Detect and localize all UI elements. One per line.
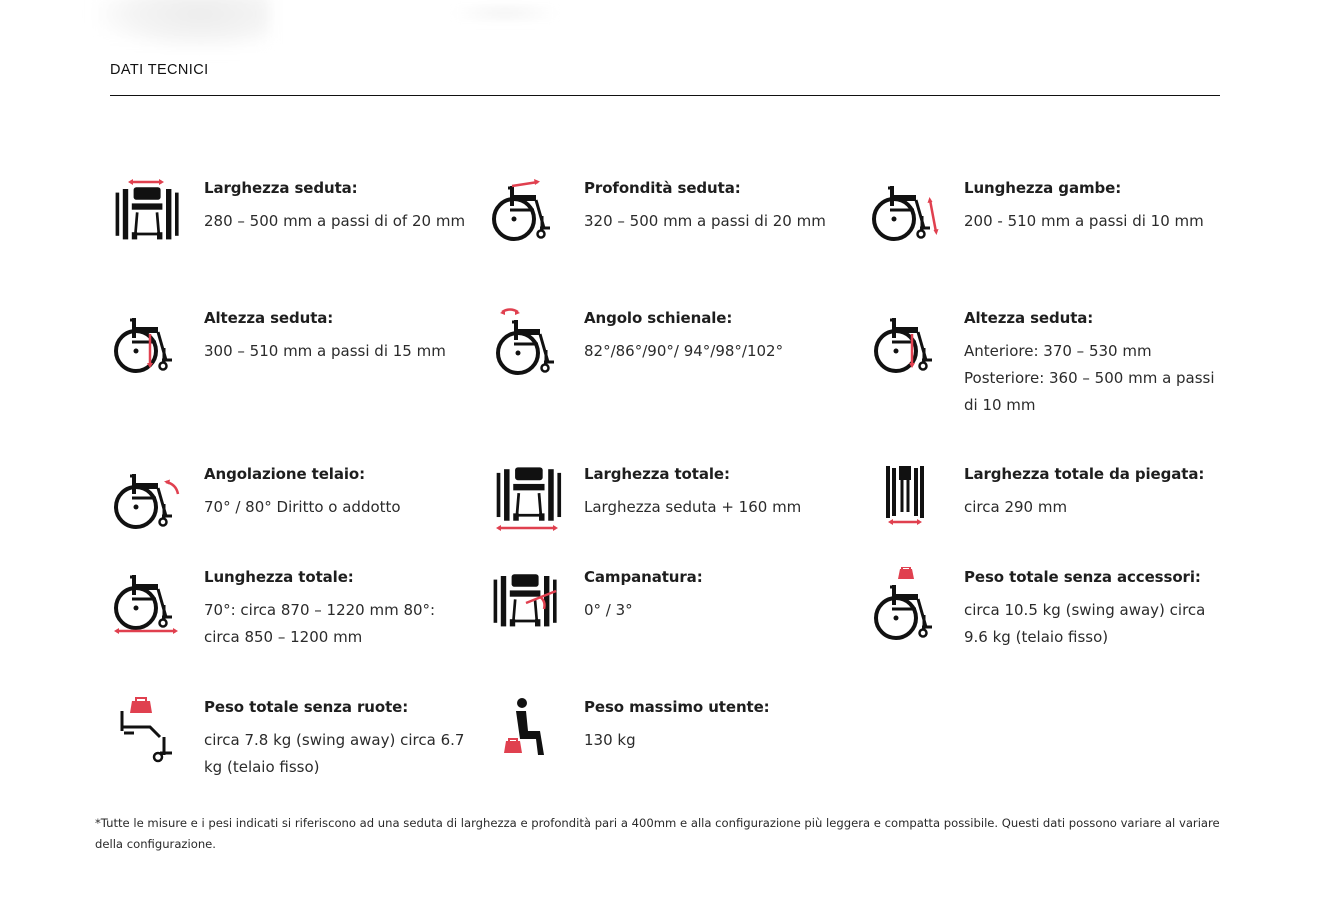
spec-value: 70° / 80° Diritto o addotto <box>204 498 401 516</box>
total-length-icon <box>110 567 184 641</box>
spec-label: Larghezza totale da piegata: <box>964 465 1205 483</box>
spec-value: 320 – 500 mm a passi di 20 mm <box>584 212 826 230</box>
spec-label: Peso massimo utente: <box>584 698 770 716</box>
spec-label: Angolazione telaio: <box>204 465 365 483</box>
blurred-logo <box>95 0 270 50</box>
spec-value: Larghezza seduta + 160 mm <box>584 498 802 516</box>
footnote: *Tutte le misure e i pesi indicati si riferiscono ad una seduta di larghezza e profondità pari a 400mm e alla configurazione più leggera e compatta possibile. Questi dati possono variare al variare della configurazione. <box>95 816 1220 851</box>
spec-label: Angolo schienale: <box>584 309 733 327</box>
spec-label: Larghezza totale: <box>584 465 730 483</box>
seat-height-icon <box>110 308 184 382</box>
frame-angle-icon <box>110 464 184 538</box>
spec-value: circa 10.5 kg (swing away) circa 9.6 kg (telaio fisso) <box>964 601 1206 646</box>
spec-value: 70°: circa 870 – 1220 mm 80°: circa 850 – 1200 mm <box>204 601 436 646</box>
seat-width-icon <box>110 178 184 252</box>
spec-label: Altezza seduta: <box>204 309 334 327</box>
spec-value: 300 – 510 mm a passi di 15 mm <box>204 342 446 360</box>
total-width-icon <box>490 464 564 538</box>
spec-label: Profondità seduta: <box>584 179 741 197</box>
seat-height-front-rear-icon <box>870 308 944 382</box>
spec-value: circa 290 mm <box>964 498 1068 516</box>
spec-label: Campanatura: <box>584 568 703 586</box>
section-title: DATI TECNICI <box>110 62 209 78</box>
blurred-header-element <box>450 4 560 22</box>
spec-label: Peso totale senza ruote: <box>204 698 409 716</box>
seat-depth-icon <box>490 178 564 252</box>
spec-label: Peso totale senza accessori: <box>964 568 1201 586</box>
weight-no-wheels-icon <box>110 697 184 771</box>
spec-value: 82°/86°/90°/ 94°/98°/102° <box>584 342 784 360</box>
spec-label: Lunghezza gambe: <box>964 179 1122 197</box>
spec-label: Lunghezza totale: <box>204 568 354 586</box>
leg-length-icon <box>870 178 944 252</box>
spec-label: Altezza seduta: <box>964 309 1094 327</box>
camber-icon <box>490 567 564 641</box>
spec-value: 130 kg <box>584 731 636 749</box>
spec-label: Larghezza seduta: <box>204 179 358 197</box>
spec-value: 0° / 3° <box>584 601 633 619</box>
spec-value: 200 - 510 mm a passi di 10 mm <box>964 212 1204 230</box>
folded-width-icon <box>870 464 944 538</box>
spec-value: Anteriore: 370 – 530 mm Posteriore: 360 – 500 mm a passi di 10 mm <box>964 342 1215 414</box>
spec-value: circa 7.8 kg (swing away) circa 6.7 kg (telaio fisso) <box>204 731 465 776</box>
backrest-angle-icon <box>490 308 564 382</box>
section-divider <box>110 95 1220 96</box>
weight-no-accessories-icon <box>870 567 944 641</box>
spec-value: 280 – 500 mm a passi di of 20 mm <box>204 212 466 230</box>
max-user-weight-icon <box>490 697 564 771</box>
